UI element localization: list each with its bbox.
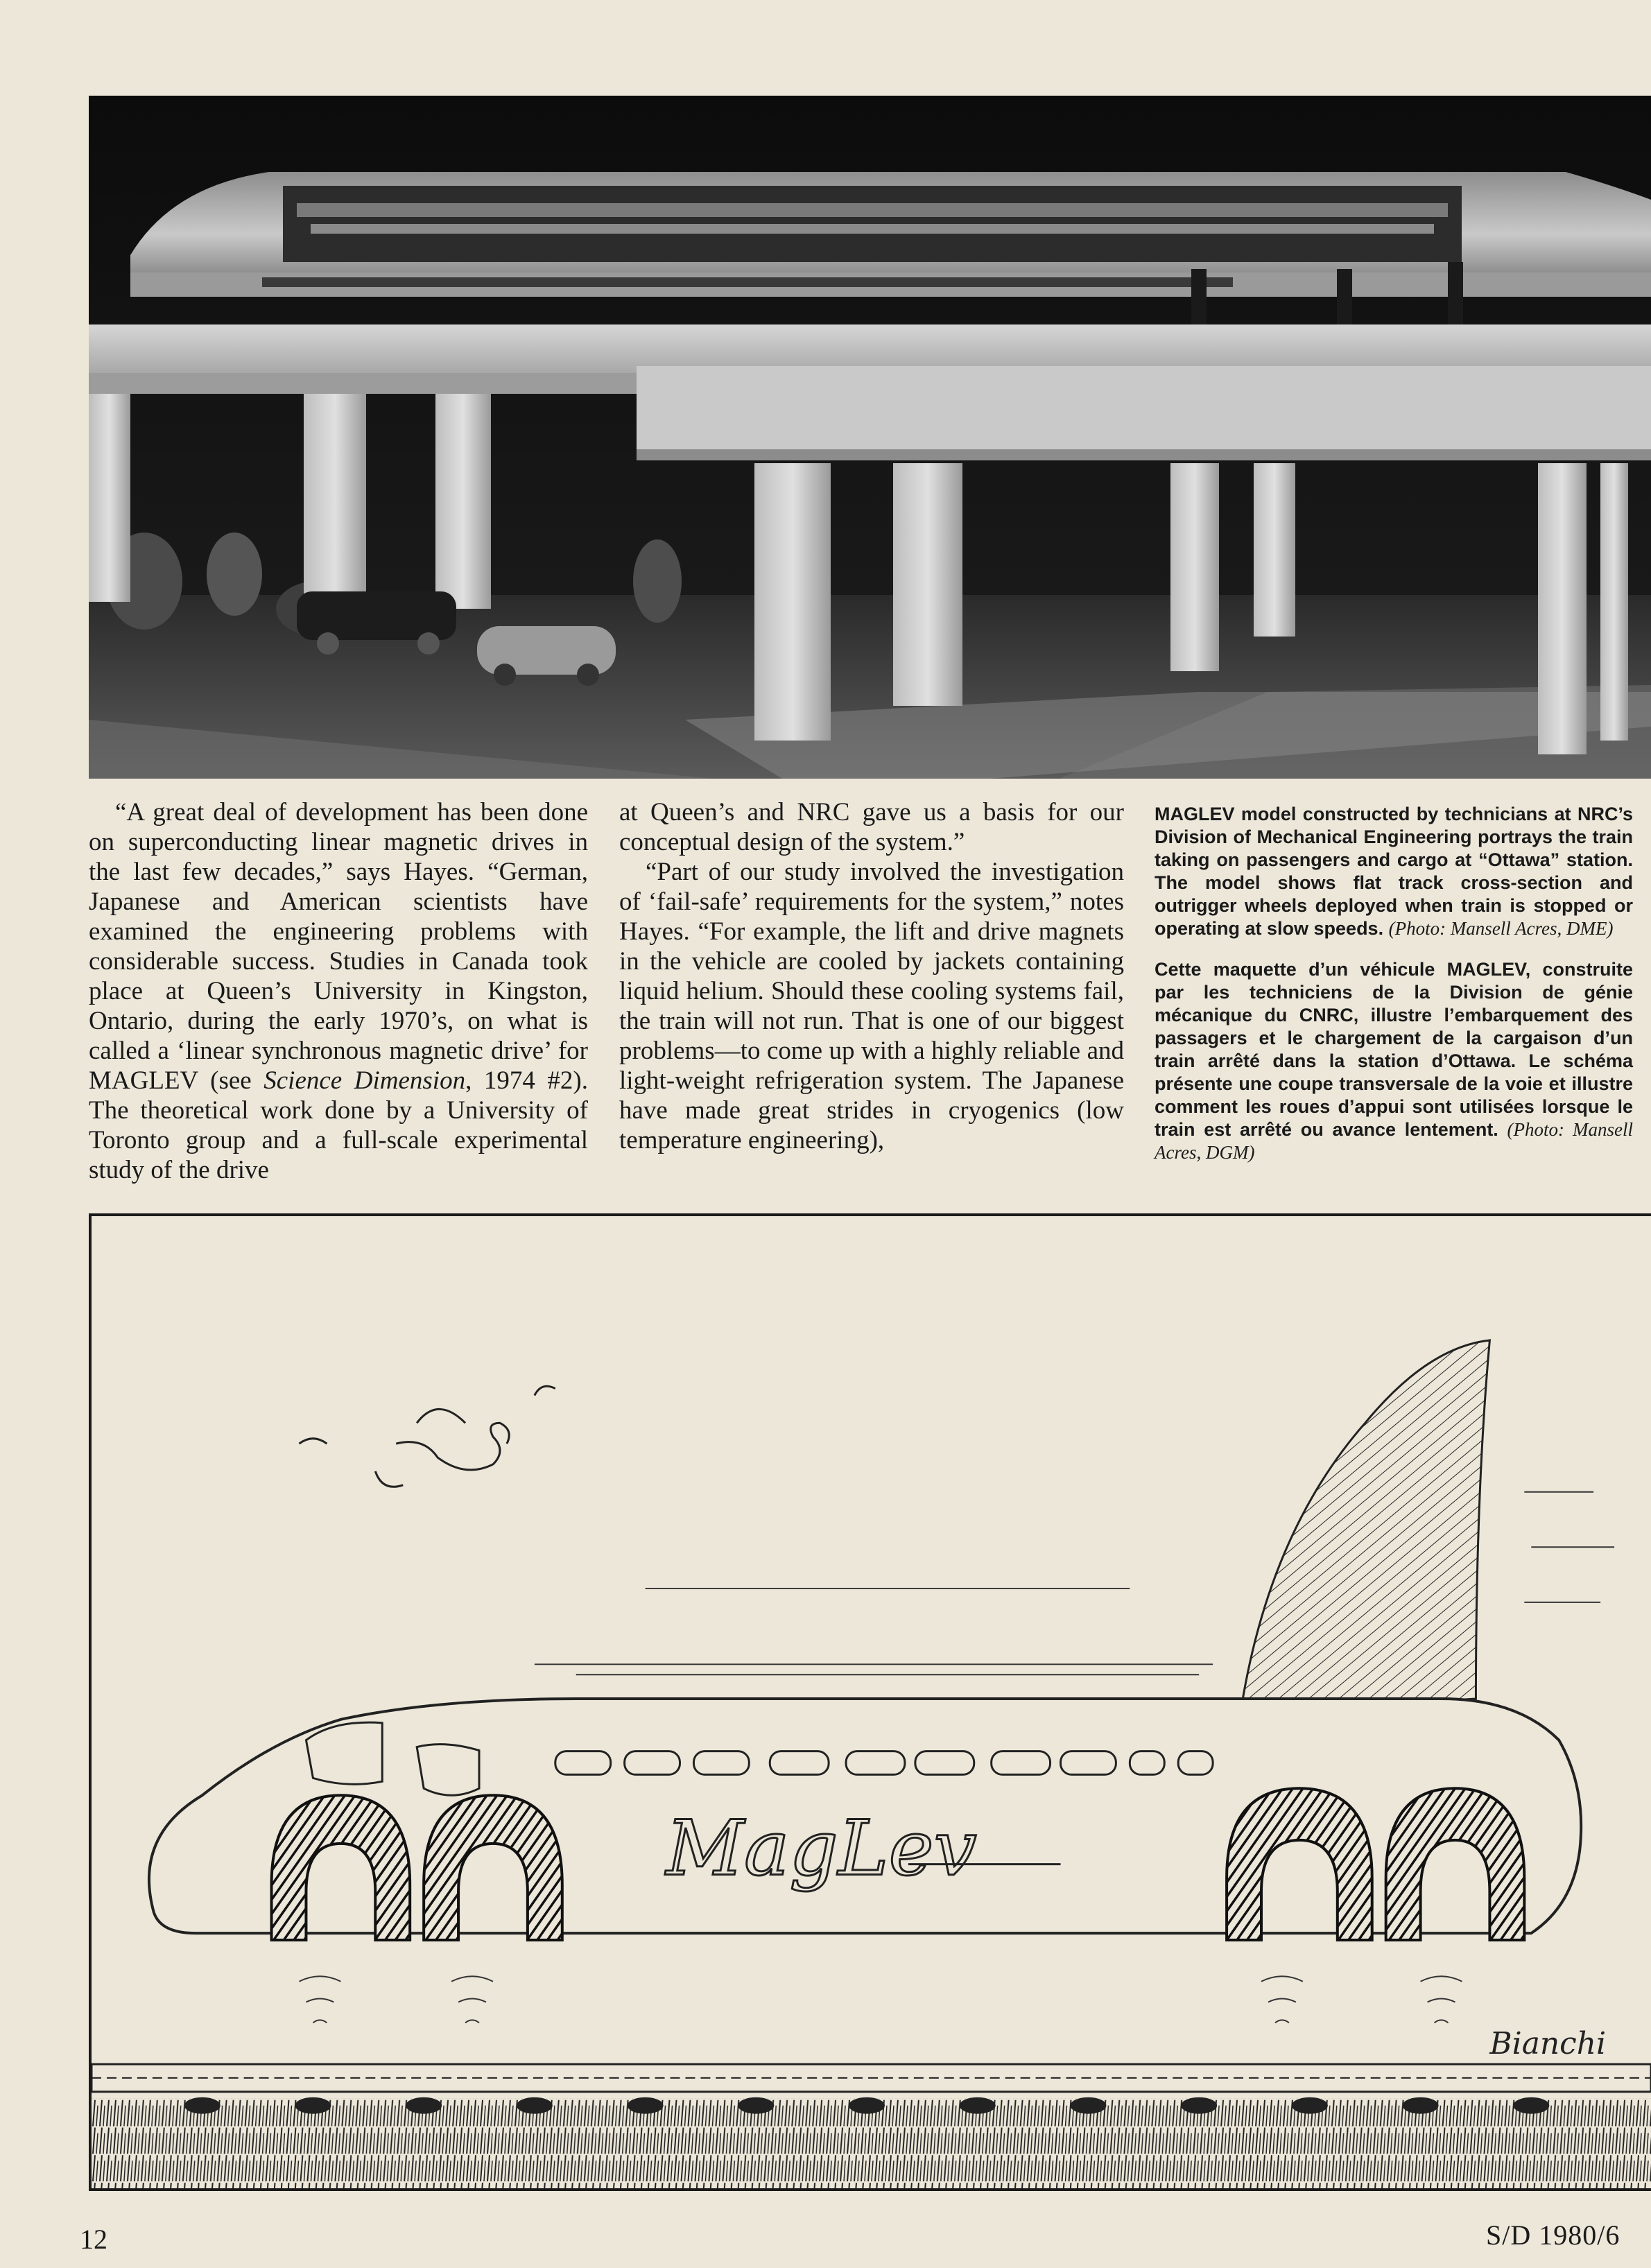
- article-col1-paragraph-1: [89, 797, 588, 1185]
- maglev-model-photo: [89, 96, 1651, 779]
- maglev-cartoon: [89, 1213, 1651, 2191]
- article-col1-text-end: , 1974 #2). The theoretical work done by a University of Toronto group and a full-scale experimental study of the drive: [89, 1066, 588, 1184]
- bird-drawing: [299, 1386, 555, 1487]
- cartoon-signature: Bianchi: [1489, 2026, 1607, 2062]
- caption-french: [1155, 958, 1633, 1164]
- caption-english: [1155, 803, 1633, 940]
- cartoon-lettering: MagLev: [666, 1803, 977, 1893]
- article-col1-citation: Science Dimension: [263, 1066, 466, 1095]
- page-number: 12: [80, 2224, 107, 2255]
- article-column-2: [619, 797, 1124, 1155]
- maglev-photo-graphic: [89, 96, 1651, 779]
- issue-label: S/D 1980/6: [1486, 2219, 1620, 2251]
- maglev-cartoon-drawing: [92, 1216, 1651, 2188]
- photo-caption: [1155, 803, 1633, 1164]
- article-col2-paragraph-2: “Part of our study involved the investigation of ‘fail-safe’ requirements for the system,” notes Hayes. “For example, the lift and drive magnets in the vehicle are cooled by jackets containing liquid helium. Should these cooling systems fail, the train will not run. That is one of our biggest problems—to come up with a highly reliable and light-weight refrigeration system. The Japanese have made great strides in cryogenics (low temperature engineering),: [619, 858, 1124, 1154]
- article-column-1: [89, 797, 588, 1185]
- caption-english-text: MAGLEV model constructed by technicians at NRC’s Division of Mechanical Engineering portrays the train taking on passengers and cargo at “Ottawa” station. The model shows flat track cross-section and outrigger wheels deployed when train is stopped or operating at slow speeds.: [1155, 804, 1633, 939]
- caption-french-text: Cette maquette d’un véhicule MAGLEV, construite par les techniciens de la Division de génie mécanique du CNRC, illustre l’embarquement des passagers et le chargement de la cargaison d’un train arrêté dans la station d’Ottawa. Le schéma présente une coupe transversale de la voie et illustre comment les roues d’appui sont utilisées lorsque le train est arrêté ou avance lentement.: [1155, 959, 1633, 1140]
- caption-english-credit: (Photo: Mansell Acres, DME): [1388, 918, 1614, 939]
- caption-french-credit: (Photo: Mansell Acres, DGM): [1155, 1119, 1633, 1163]
- article-col2-paragraph-1: at Queen’s and NRC gave us a basis for our conceptual design of the system.”: [619, 798, 1124, 856]
- cartoon-windows: [555, 1751, 1213, 1775]
- article-col1-text: “A great deal of development has been done on superconducting linear magnetic drives in the last few decades,” says Hayes. “German, Japanese and American scientists have examined the engineering problems with considerable success. Studies in Canada took place at Queen’s University in Kingston, Ontario, during the early 1970’s, on what is called a ‘linear synchronous magnetic drive’ for MAGLEV (see: [89, 798, 588, 1095]
